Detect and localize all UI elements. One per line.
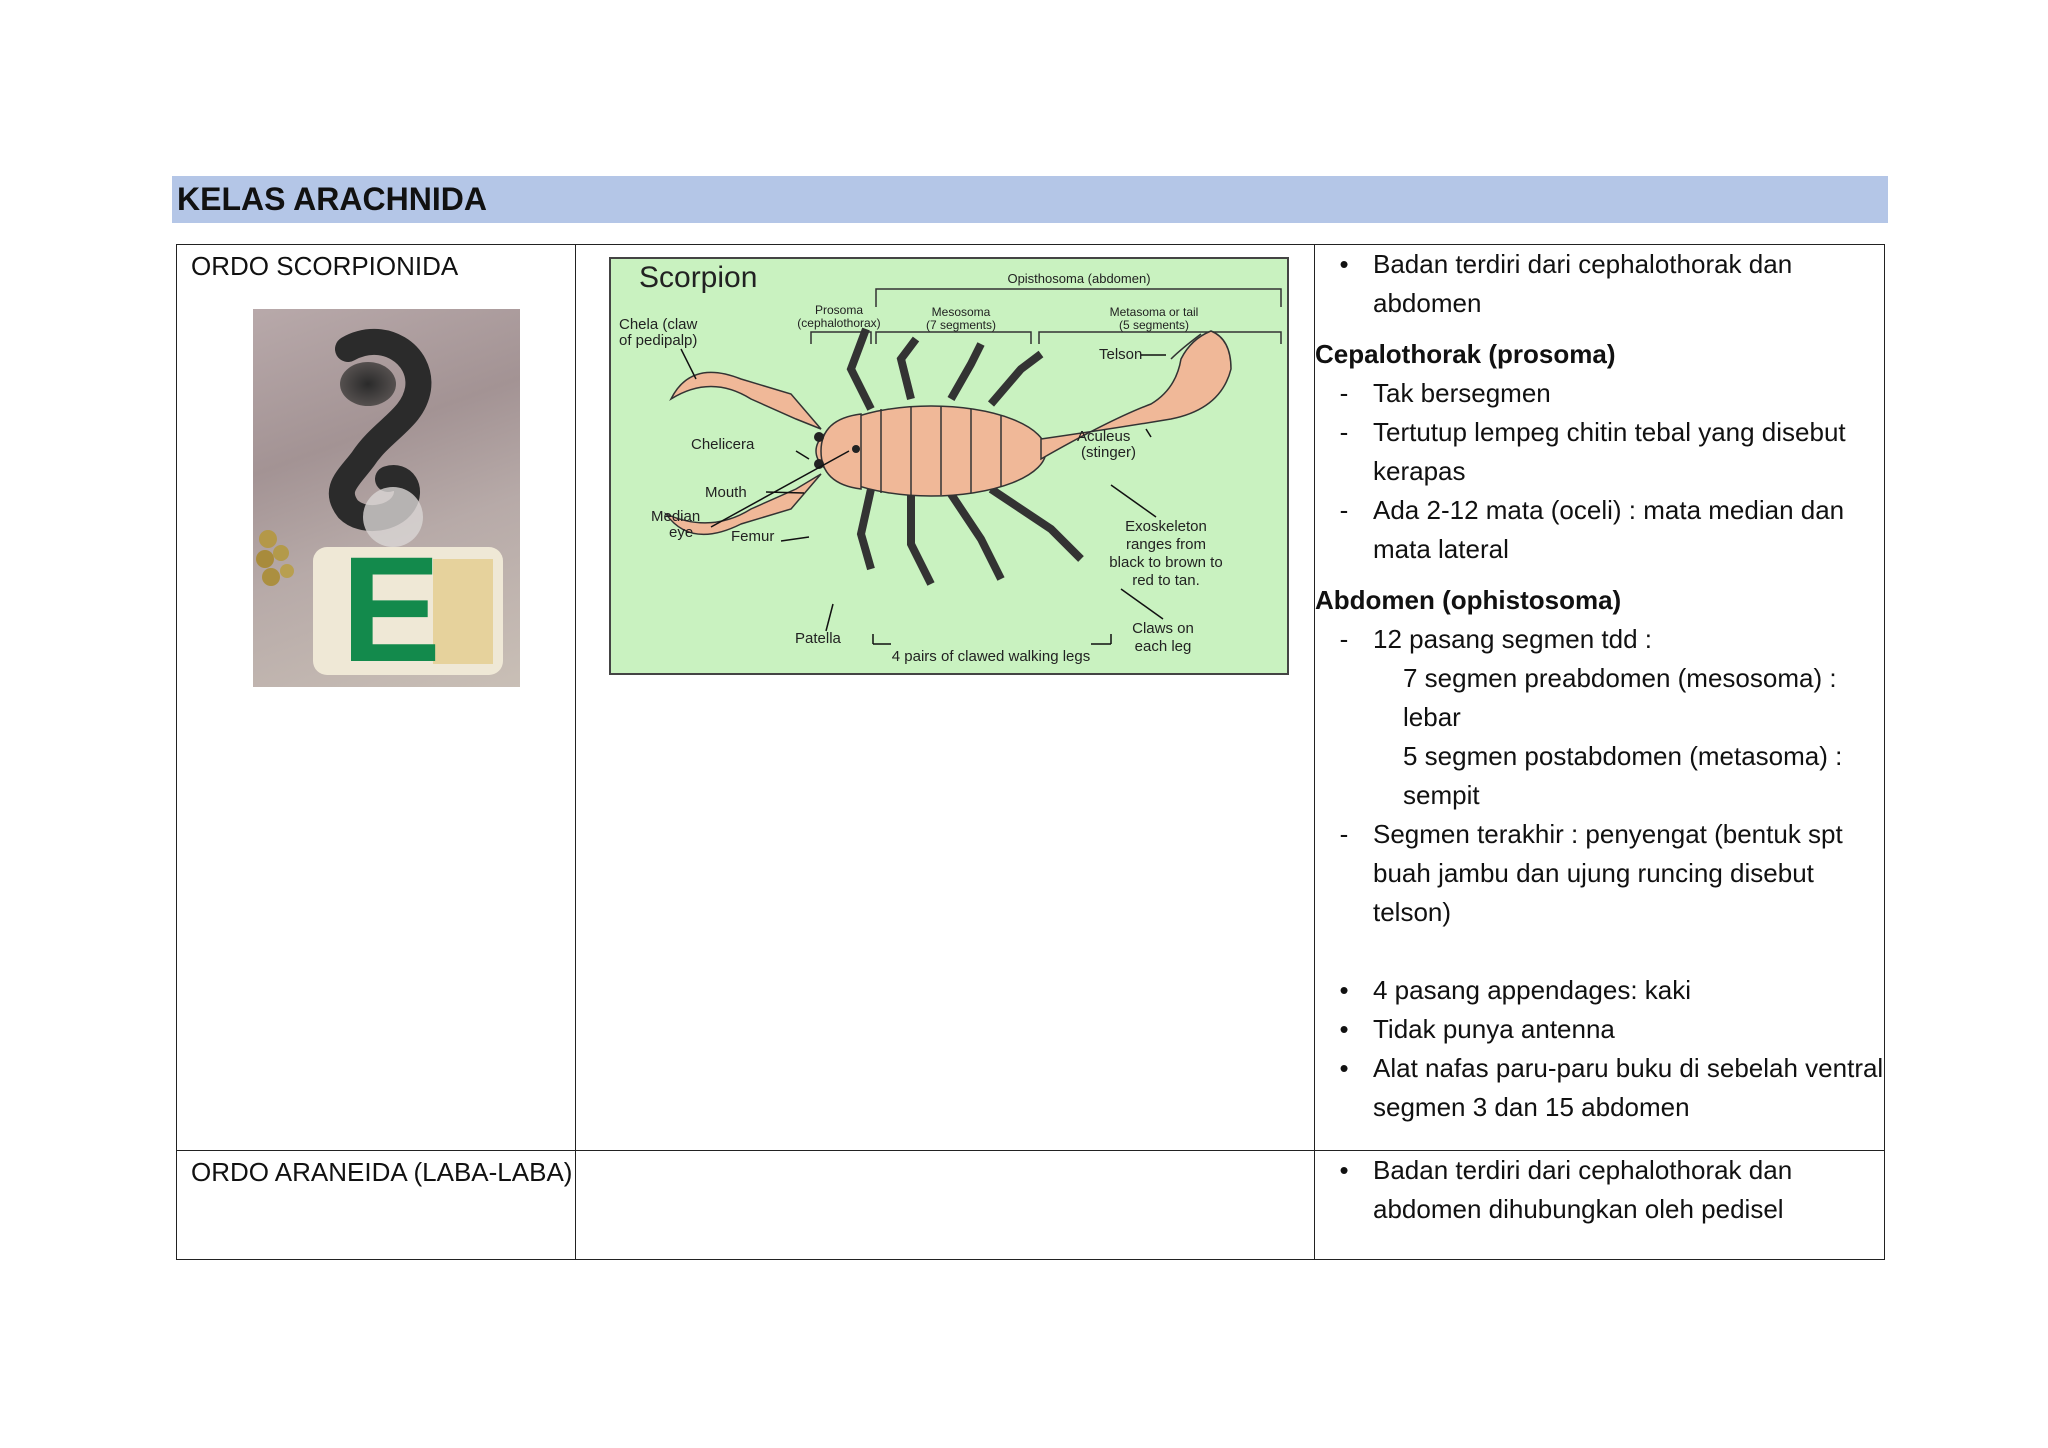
svg-text:black to brown to: black to brown to [1109, 554, 1223, 571]
svg-text:Prosoma: Prosoma [814, 303, 864, 317]
svg-text:Chela (claw: Chela (claw [619, 316, 698, 333]
scorpion-photo [253, 309, 520, 687]
list-item: - Tertutup lempeg chitin tebal yang disebut kerapas [1315, 413, 1884, 491]
diagram-title: Scorpion [639, 261, 758, 294]
svg-text:Aculeus: Aculeus [1077, 428, 1131, 445]
list-item: - Segmen terakhir : penyengat (bentuk spt buah jambu dan ujung runcing disebut telson) [1315, 815, 1884, 932]
photo-label-letter: E [340, 525, 442, 687]
svg-text:Metasoma or tail: Metasoma or tail [1109, 305, 1199, 319]
svg-text:Median: Median [651, 508, 701, 525]
svg-text:Mouth: Mouth [705, 484, 747, 501]
page-title: KELAS ARACHNIDA [172, 176, 1888, 223]
scorpion-diagram [609, 257, 1289, 675]
ordo-name: ORDO ARANEIDA (LABA-LABA) [191, 1157, 573, 1187]
abdomen-heading: Abdomen (ophistosoma) [1315, 585, 1622, 615]
bullet-icon: • [1339, 1014, 1349, 1044]
diagram-cell [576, 245, 1315, 1151]
svg-text:(5 segments): (5 segments) [1118, 318, 1190, 332]
dash-icon: - [1339, 819, 1349, 849]
list-item: • 4 pasang appendages: kaki [1315, 971, 1884, 1010]
bullet-icon: • [1339, 975, 1349, 1005]
bullet-icon: • [1339, 1053, 1349, 1083]
svg-text:4 pairs of clawed walking legs: 4 pairs of clawed walking legs [891, 648, 1091, 665]
list-item: • Alat nafas paru-paru buku di sebelah ventral segmen 3 dan 15 abdomen [1315, 1049, 1884, 1127]
table-row [177, 1151, 1885, 1260]
svg-text:red to tan.: red to tan. [1132, 572, 1200, 589]
list-item: • Tidak punya antenna [1315, 1010, 1884, 1049]
svg-text:(7 segments): (7 segments) [925, 318, 997, 332]
svg-text:ranges from: ranges from [1125, 536, 1207, 553]
list-item: - 12 pasang segmen tdd : [1315, 620, 1884, 659]
svg-text:Telson: Telson [1099, 346, 1143, 363]
dash-icon: - [1339, 378, 1349, 408]
arachnida-table [176, 244, 1885, 1260]
svg-text:Exoskeleton: Exoskeleton [1125, 518, 1207, 535]
dash-icon: - [1339, 495, 1349, 525]
svg-text:Chelicera: Chelicera [691, 436, 755, 453]
svg-text:Claws on: Claws on [1132, 620, 1194, 637]
diagram-cell [576, 1151, 1315, 1260]
svg-text:Patella: Patella [795, 630, 841, 647]
svg-text:Mesosoma: Mesosoma [931, 305, 991, 319]
description-cell [1315, 245, 1885, 1151]
dash-icon: - [1339, 624, 1349, 654]
description-cell [1315, 1151, 1885, 1260]
list-item: - Ada 2-12 mata (oceli) : mata median dan mata lateral [1315, 491, 1884, 569]
svg-text:eye: eye [669, 524, 694, 541]
dash-icon: - [1339, 417, 1349, 447]
sub-item: 5 segmen postabdomen (metasoma) : sempit [1403, 741, 1843, 810]
ordo-cell [177, 245, 576, 1151]
svg-text:of pedipalp): of pedipalp) [619, 332, 698, 349]
ordo-cell [177, 1151, 576, 1260]
svg-text:each leg: each leg [1134, 638, 1192, 655]
bullet-icon: • [1339, 249, 1349, 279]
cephalothorak-heading: Cepalothorak (prosoma) [1315, 339, 1616, 369]
spacer [1315, 932, 1884, 971]
list-item: • Badan terdiri dari cephalothorak dan abdomen dihubungkan oleh pedisel [1315, 1151, 1884, 1229]
sub-item: 7 segmen preabdomen (mesosoma) : lebar [1403, 663, 1837, 732]
svg-text:Opisthosoma (abdomen): Opisthosoma (abdomen) [1007, 271, 1151, 286]
list-item: • Badan terdiri dari cephalothorak dan abdomen [1315, 245, 1884, 323]
ordo-name: ORDO SCORPIONIDA [191, 251, 459, 281]
table-row [177, 245, 1885, 1151]
list-item: - Tak bersegmen [1315, 374, 1884, 413]
svg-text:(cephalothorax): (cephalothorax) [797, 316, 881, 330]
bullet-icon: • [1339, 1155, 1349, 1185]
svg-text:(stinger): (stinger) [1081, 444, 1137, 461]
svg-text:Femur: Femur [731, 528, 775, 545]
